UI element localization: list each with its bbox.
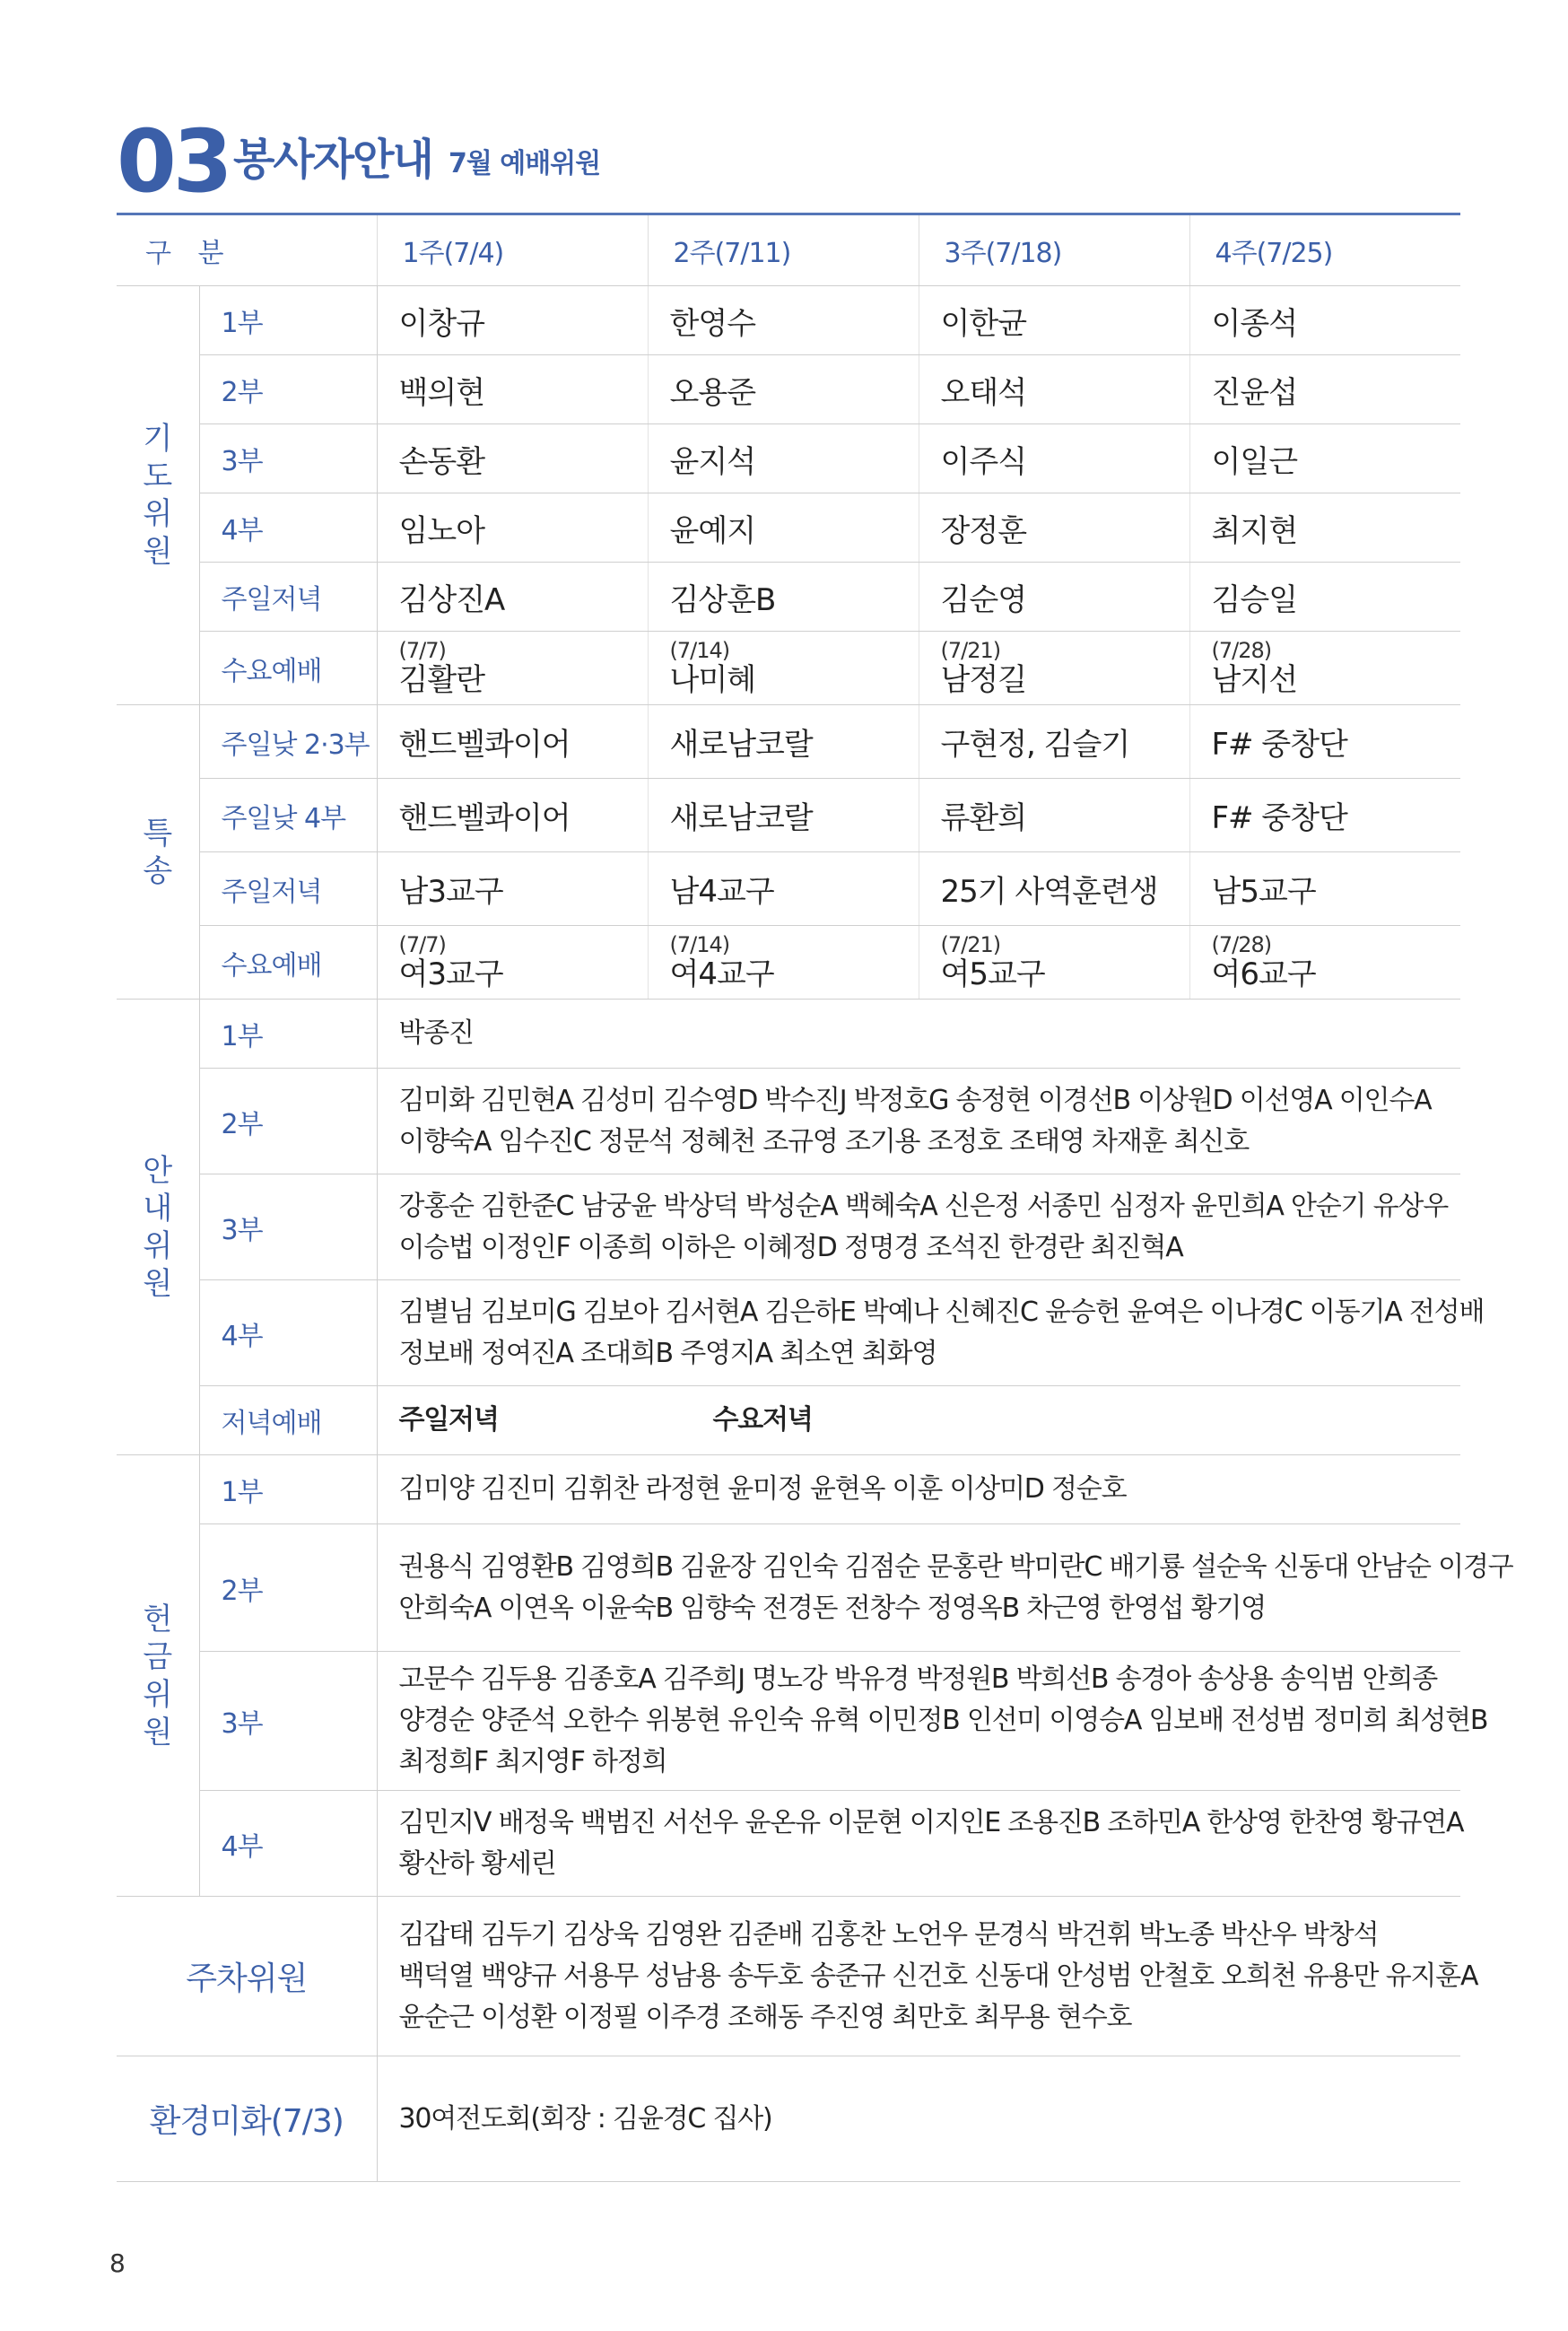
parking-label: 주차위원 bbox=[117, 1897, 377, 2056]
table-cell bbox=[377, 632, 648, 705]
table-cell bbox=[377, 926, 648, 1000]
date-label: (7/21) bbox=[940, 637, 1001, 663]
table-row bbox=[117, 1000, 1460, 1069]
names-line: 김미화 김민현A 김성미 김수영D 박수진J 박정호G 송정현 이경선B 이상원D 이선영A 이인수A bbox=[398, 1084, 1432, 1116]
table-cell: 핸드벨콰이어 bbox=[377, 779, 648, 852]
table-cell: 윤지석 bbox=[648, 424, 919, 493]
row-label: 3부 bbox=[199, 1652, 377, 1791]
header-week-2: 2주(7/11) bbox=[648, 215, 919, 286]
table-cell: 최지현 bbox=[1189, 493, 1460, 563]
date-label: (7/7) bbox=[398, 637, 446, 663]
date-label: (7/14) bbox=[669, 637, 730, 663]
env-text: 30여전도회(회장 : 김윤경C 집사) bbox=[377, 2056, 1460, 2182]
date-label: (7/28) bbox=[1211, 637, 1272, 663]
table-row bbox=[117, 424, 1460, 493]
person-name: 김활란 bbox=[398, 661, 485, 698]
group-label: 안 내 위 원 bbox=[143, 1152, 173, 1302]
volunteer-table bbox=[117, 215, 1513, 2182]
table-cell bbox=[919, 632, 1189, 705]
names-line: 고문수 김두용 김종호A 김주희J 명노강 박유경 박정원B 박희선B 송경아 송상용 송익범 안희종 bbox=[398, 1663, 1438, 1695]
names-cell bbox=[377, 1897, 1478, 2056]
names-line: 김갑태 김두기 김상욱 김영완 김준배 김홍찬 노언우 문경식 박건휘 박노종 박산우 박창석 bbox=[398, 1918, 1379, 1951]
table-row bbox=[117, 1524, 1460, 1652]
row-label: 4부 bbox=[199, 1280, 377, 1386]
row-label: 1부 bbox=[199, 1455, 377, 1524]
table-cell: 진윤섭 bbox=[1189, 355, 1460, 424]
names-line: 이향숙A 임수진C 정문석 정혜천 조규영 조기용 조정호 조태영 차재훈 최신호 bbox=[398, 1125, 1249, 1157]
table-row bbox=[117, 1652, 1460, 1791]
names-line: 백덕열 백양규 서용무 성남용 송두호 송준규 신건호 신동대 안성범 안철호 오희천 유용만 유지훈A bbox=[398, 1960, 1478, 1992]
evening-cell bbox=[377, 1386, 1460, 1455]
names-line: 김민지V 배정욱 백범진 서선우 윤온유 이문현 이지인E 조용진B 조하민A 한상영 한찬영 황규연A bbox=[398, 1806, 1464, 1838]
table-row bbox=[117, 563, 1460, 632]
names-line: 황산하 황세린 bbox=[398, 1847, 556, 1880]
table-row bbox=[117, 1069, 1460, 1174]
table-cell: 장정훈 bbox=[919, 493, 1189, 563]
names-cell bbox=[377, 1791, 1464, 1897]
table-cell: 김상진A bbox=[377, 563, 648, 632]
table-cell: 윤예지 bbox=[648, 493, 919, 563]
table-cell bbox=[919, 926, 1189, 1000]
table-row bbox=[117, 852, 1460, 926]
row-label: 주일낮 4부 bbox=[199, 779, 377, 852]
names-cell bbox=[377, 1652, 1488, 1791]
names-line: 안희숙A 이연옥 이윤숙B 임향숙 전경돈 전창수 정영옥B 차근영 한영섭 황기영 bbox=[398, 1592, 1267, 1624]
date-label: (7/7) bbox=[398, 931, 446, 957]
table-cell: 이한균 bbox=[919, 286, 1189, 355]
row-label: 2부 bbox=[199, 355, 377, 424]
names-cell bbox=[377, 1280, 1485, 1386]
table-cell: 한영수 bbox=[648, 286, 919, 355]
names-line: 이승법 이정인F 이종희 이하은 이혜정D 정명경 조석진 한경란 최진혁A bbox=[398, 1231, 1183, 1263]
table-cell: 이일근 bbox=[1189, 424, 1460, 493]
table-cell: 이창규 bbox=[377, 286, 648, 355]
table-cell: 오태석 bbox=[919, 355, 1189, 424]
group-offering bbox=[117, 1455, 199, 1897]
row-label: 2부 bbox=[199, 1069, 377, 1174]
names-line: 최정희F 최지영F 하정희 bbox=[398, 1746, 667, 1777]
table-row bbox=[117, 632, 1460, 705]
row-label: 수요예배 bbox=[199, 926, 377, 1000]
row-label: 4부 bbox=[199, 1791, 377, 1897]
page-number: 8 bbox=[109, 2248, 126, 2278]
header-week-4: 4주(7/25) bbox=[1189, 215, 1460, 286]
person-name: 나미혜 bbox=[669, 661, 756, 698]
table-cell: 새로남코랄 bbox=[648, 705, 919, 779]
env-label: 환경미화(7/3) bbox=[117, 2056, 377, 2182]
names-cell bbox=[377, 1069, 1460, 1174]
person-name: 남지선 bbox=[1211, 661, 1298, 698]
table-cell: 김상훈B bbox=[648, 563, 919, 632]
table-cell: 김순영 bbox=[919, 563, 1189, 632]
table-row bbox=[117, 926, 1460, 1000]
table-row bbox=[117, 1897, 1460, 2056]
table-row bbox=[117, 1280, 1460, 1386]
row-label: 주일저녁 bbox=[199, 852, 377, 926]
table-row bbox=[117, 1386, 1460, 1455]
names-line: 정보배 정여진A 조대희B 주영지A 최소연 최화영 bbox=[398, 1337, 937, 1369]
group-name: 여6교구 bbox=[1211, 956, 1316, 992]
header-week-1: 1주(7/4) bbox=[377, 215, 648, 286]
names-line: 윤순근 이성환 이정필 이주경 조해동 주진영 최만호 최무용 현수호 bbox=[398, 2001, 1132, 2033]
table-row bbox=[117, 1791, 1460, 1897]
date-label: (7/28) bbox=[1211, 931, 1272, 957]
section-subtitle: 7월 예배위원 bbox=[449, 148, 601, 179]
date-label: (7/14) bbox=[669, 931, 730, 957]
table-cell: 남3교구 bbox=[377, 852, 648, 926]
table-cell bbox=[648, 632, 919, 705]
row-label: 3부 bbox=[199, 1174, 377, 1280]
table-header-row bbox=[117, 215, 1460, 286]
table-row bbox=[117, 493, 1460, 563]
table-cell: 남5교구 bbox=[1189, 852, 1460, 926]
row-label: 주일낮 2·3부 bbox=[199, 705, 377, 779]
names-cell bbox=[377, 1524, 1513, 1652]
group-label: 헌 금 위 원 bbox=[143, 1601, 173, 1750]
header-week-3: 3주(7/18) bbox=[919, 215, 1189, 286]
table-cell: 임노아 bbox=[377, 493, 648, 563]
table-cell: 이주식 bbox=[919, 424, 1189, 493]
group-name: 여5교구 bbox=[940, 956, 1045, 992]
evening-sunday-label: 주일저녁 bbox=[398, 1404, 499, 1436]
row-label: 4부 bbox=[199, 493, 377, 563]
table-cell: 이종석 bbox=[1189, 286, 1460, 355]
table-cell: 핸드벨콰이어 bbox=[377, 705, 648, 779]
section-title: 봉사자안내 bbox=[233, 135, 432, 185]
names-line: 김별님 김보미G 김보아 김서현A 김은하E 박예나 신혜진C 윤승헌 윤여은 이나경C 이동기A 전성배 bbox=[398, 1296, 1485, 1328]
table-cell: 손동환 bbox=[377, 424, 648, 493]
table-cell: 김승일 bbox=[1189, 563, 1460, 632]
table-cell: F# 중창단 bbox=[1189, 779, 1460, 852]
row-label: 1부 bbox=[199, 1000, 377, 1069]
row-label: 2부 bbox=[199, 1524, 377, 1652]
names-line: 김미양 김진미 김휘찬 라정현 윤미정 윤현옥 이훈 이상미D 정순호 bbox=[398, 1473, 1127, 1505]
group-usher bbox=[117, 1000, 199, 1455]
evening-wednesday-label: 수요저녁 bbox=[712, 1404, 813, 1436]
names-cell bbox=[377, 1174, 1460, 1280]
group-name: 여4교구 bbox=[669, 956, 774, 992]
group-label: 기 도 위 원 bbox=[143, 421, 173, 570]
table-row bbox=[117, 355, 1460, 424]
group-name: 여3교구 bbox=[398, 956, 503, 992]
table-row bbox=[117, 286, 1460, 355]
names-cell bbox=[377, 1455, 1460, 1524]
table-cell: 구현정, 김슬기 bbox=[919, 705, 1189, 779]
table-cell: 새로남코랄 bbox=[648, 779, 919, 852]
names-cell bbox=[377, 1000, 1460, 1069]
group-prayer bbox=[117, 286, 199, 705]
names-line: 권용식 김영환B 김영희B 김윤장 김인숙 김점순 문홍란 박미란C 배기룡 설순욱 신동대 안남순 이경구 bbox=[398, 1550, 1513, 1583]
table-cell: F# 중창단 bbox=[1189, 705, 1460, 779]
date-label: (7/21) bbox=[940, 931, 1001, 957]
row-label: 저녁예배 bbox=[199, 1386, 377, 1455]
names-line: 강홍순 김한준C 남궁윤 박상덕 박성순A 백혜숙A 신은정 서종민 심정자 윤민희A 안순기 유상우 bbox=[398, 1190, 1448, 1222]
row-label: 3부 bbox=[199, 424, 377, 493]
table-cell bbox=[1189, 632, 1460, 705]
row-label: 1부 bbox=[199, 286, 377, 355]
names-line: 양경순 양준석 오한수 위봉현 유인숙 유혁 이민정B 인선미 이영승A 임보배 전성범 정미희 최성현B bbox=[398, 1705, 1488, 1736]
table-row bbox=[117, 705, 1460, 779]
section-number: 03 bbox=[117, 111, 230, 212]
table-row bbox=[117, 779, 1460, 852]
table-cell: 류환희 bbox=[919, 779, 1189, 852]
table-row bbox=[117, 2056, 1460, 2182]
table-cell: 오용준 bbox=[648, 355, 919, 424]
table-row bbox=[117, 1174, 1460, 1280]
table-cell: 남4교구 bbox=[648, 852, 919, 926]
section-header bbox=[117, 112, 1462, 211]
table-cell: 25기 사역훈련생 bbox=[919, 852, 1189, 926]
table-cell: 백의현 bbox=[377, 355, 648, 424]
row-label: 수요예배 bbox=[199, 632, 377, 705]
row-label: 주일저녁 bbox=[199, 563, 377, 632]
table-cell bbox=[648, 926, 919, 1000]
group-special bbox=[117, 705, 199, 1000]
table-row bbox=[117, 1455, 1460, 1524]
header-gubun: 구 분 bbox=[117, 215, 377, 286]
group-label: 특 송 bbox=[143, 815, 173, 889]
table-cell bbox=[1189, 926, 1460, 1000]
names-line: 박종진 bbox=[398, 1017, 474, 1049]
person-name: 남정길 bbox=[940, 661, 1027, 698]
